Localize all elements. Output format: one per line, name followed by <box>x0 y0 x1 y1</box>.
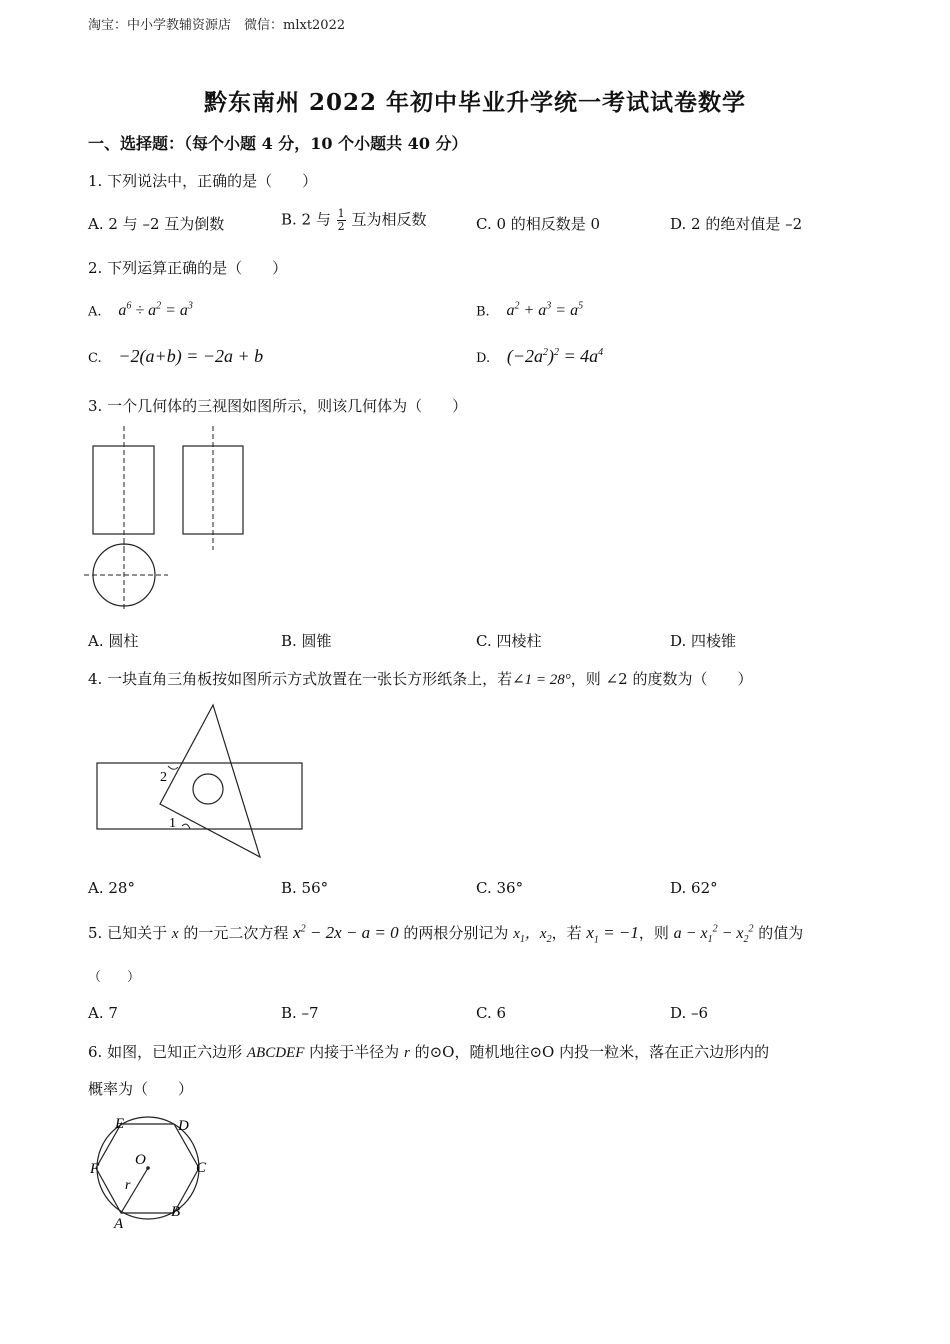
q1-option-b-fraction <box>337 208 346 233</box>
page-header: 淘宝：中小学教辅资源店 微信：mlxt2022 <box>88 18 346 33</box>
q1-option-b-post: 互为相反数 <box>351 210 427 229</box>
angle-1-label: 1 <box>169 816 176 831</box>
q4-option-b: B. 56° <box>281 879 329 897</box>
angle-2-label: 2 <box>160 770 167 785</box>
question-2-stem: 2. 下列运算正确的是（ ） <box>88 259 288 277</box>
center-o-label: O <box>135 1152 146 1168</box>
radius-r-label: r <box>125 1178 131 1193</box>
option-label: D. <box>476 351 491 366</box>
q5-option-a: A. 7 <box>88 1004 118 1022</box>
angle-2-arc <box>168 766 178 769</box>
option-label: C. <box>88 351 102 366</box>
q1-option-b-pre: B. 2 与 <box>281 210 331 229</box>
q4-stem-post: ，则 ∠2 的度数为（ ） <box>570 670 753 688</box>
q5-target-expression: $a - x_1^2 - x_2^2$ <box>673 923 754 946</box>
q2-b-expression: $a^2 + a^3 = a^5$ <box>506 301 584 320</box>
option-label: A. <box>88 304 102 320</box>
q5-equation: $x^2 - 2x - a = 0$ <box>293 923 399 942</box>
vertex-a-label: A <box>114 1216 124 1230</box>
q4-option-d: D. 62° <box>670 879 718 897</box>
page-title: 黔东南州 2022 年初中毕业升学统一考试试卷数学 <box>203 89 747 116</box>
vertex-c-label: C <box>196 1160 207 1176</box>
q1-option-d: D. 2 的绝对值是 –2 <box>670 215 803 233</box>
q4-stem-pre: 4. 一块直角三角板按如图所示方式放置在一张长方形纸条上，若 <box>88 670 513 688</box>
q5-option-c: C. 6 <box>476 1004 507 1022</box>
q2-a-expression: $a^6 \div a^2 = a^3$ <box>118 301 193 320</box>
q5-stem-d: ，若 <box>551 924 582 942</box>
question-5-stem <box>88 922 803 945</box>
question-6-stem-line2: 概率为（ ） <box>88 1080 194 1098</box>
q5-stem-e: ，则 <box>638 924 669 942</box>
hexagon-circle-figure <box>86 1112 216 1230</box>
q6-stem-b: 内接于半径为 <box>309 1043 400 1061</box>
q5-answer-paren: （ ） <box>88 970 141 985</box>
q4-option-a: A. 28° <box>88 879 135 897</box>
q1-option-b <box>281 208 426 233</box>
q5-option-d: D. –6 <box>670 1004 709 1022</box>
vertex-b-label: B <box>171 1204 181 1220</box>
q2-d-expression: $(-2a^2)^2 = 4a^4$ <box>506 346 604 366</box>
q1-option-a: A. 2 与 –2 互为倒数 <box>88 215 225 233</box>
q2-option-a <box>88 301 193 320</box>
q5-var-x: x <box>171 926 179 942</box>
question-1-stem: 1. 下列说法中，正确的是（ ） <box>88 172 318 190</box>
q1-option-c: C. 0 的相反数是 0 <box>476 215 601 233</box>
triangle-paper-figure <box>94 700 309 862</box>
set-square-triangle <box>160 705 260 857</box>
q3-option-c: C. 四棱柱 <box>476 632 542 650</box>
question-4-stem <box>88 668 752 689</box>
q6-stem-a: 6. 如图，已知正六边形 <box>88 1043 243 1061</box>
q3-option-a: A. 圆柱 <box>88 632 139 650</box>
fraction-denominator: 2 <box>337 220 345 233</box>
q5-roots: $x_1$，$x_2$ <box>513 926 552 945</box>
q4-stem-math: ∠1 = 28° <box>512 672 571 688</box>
question-3-stem: 3. 一个几何体的三视图如图所示，则该几何体为（ ） <box>88 397 468 415</box>
q2-option-c <box>88 346 263 367</box>
q4-option-c: C. 36° <box>476 879 524 897</box>
angle-1-arc <box>182 824 190 829</box>
q5-stem-f: 的值为 <box>758 924 804 942</box>
q2-option-d <box>476 346 603 367</box>
paper-strip <box>97 763 302 829</box>
q6-radius-var: r <box>403 1045 410 1061</box>
q5-stem-b: 的一元二次方程 <box>183 924 289 942</box>
center-point <box>146 1166 150 1170</box>
question-6-stem-line1 <box>88 1041 769 1062</box>
q5-condition: $x_1 = -1$ <box>586 923 639 946</box>
q5-option-b: B. –7 <box>281 1004 319 1022</box>
vertex-e-label: E <box>115 1116 125 1132</box>
q5-stem-c: 的两根分别记为 <box>403 924 509 942</box>
q6-stem-c: 的⊙O，随机地往⊙O 内投一粒米，落在正六边形内的 <box>414 1043 770 1061</box>
vertex-f-label: F <box>90 1161 100 1177</box>
option-label: B. <box>476 304 490 320</box>
q2-option-b <box>476 301 583 320</box>
q5-stem-a: 5. 已知关于 <box>88 924 168 942</box>
three-view-figure <box>84 424 264 614</box>
vertex-d-label: D <box>178 1118 189 1134</box>
q2-c-expression: −2(a+b) = −2a + b <box>118 346 264 366</box>
q3-option-d: D. 四棱锥 <box>670 632 737 650</box>
fraction-numerator: 1 <box>337 207 345 220</box>
section-heading: 一、选择题：（每个小题 4 分，10 个小题共 40 分） <box>88 134 468 153</box>
q3-option-b: B. 圆锥 <box>281 632 332 650</box>
q6-hexagon-name: ABCDEF <box>246 1045 305 1061</box>
set-square-hole <box>193 774 223 804</box>
